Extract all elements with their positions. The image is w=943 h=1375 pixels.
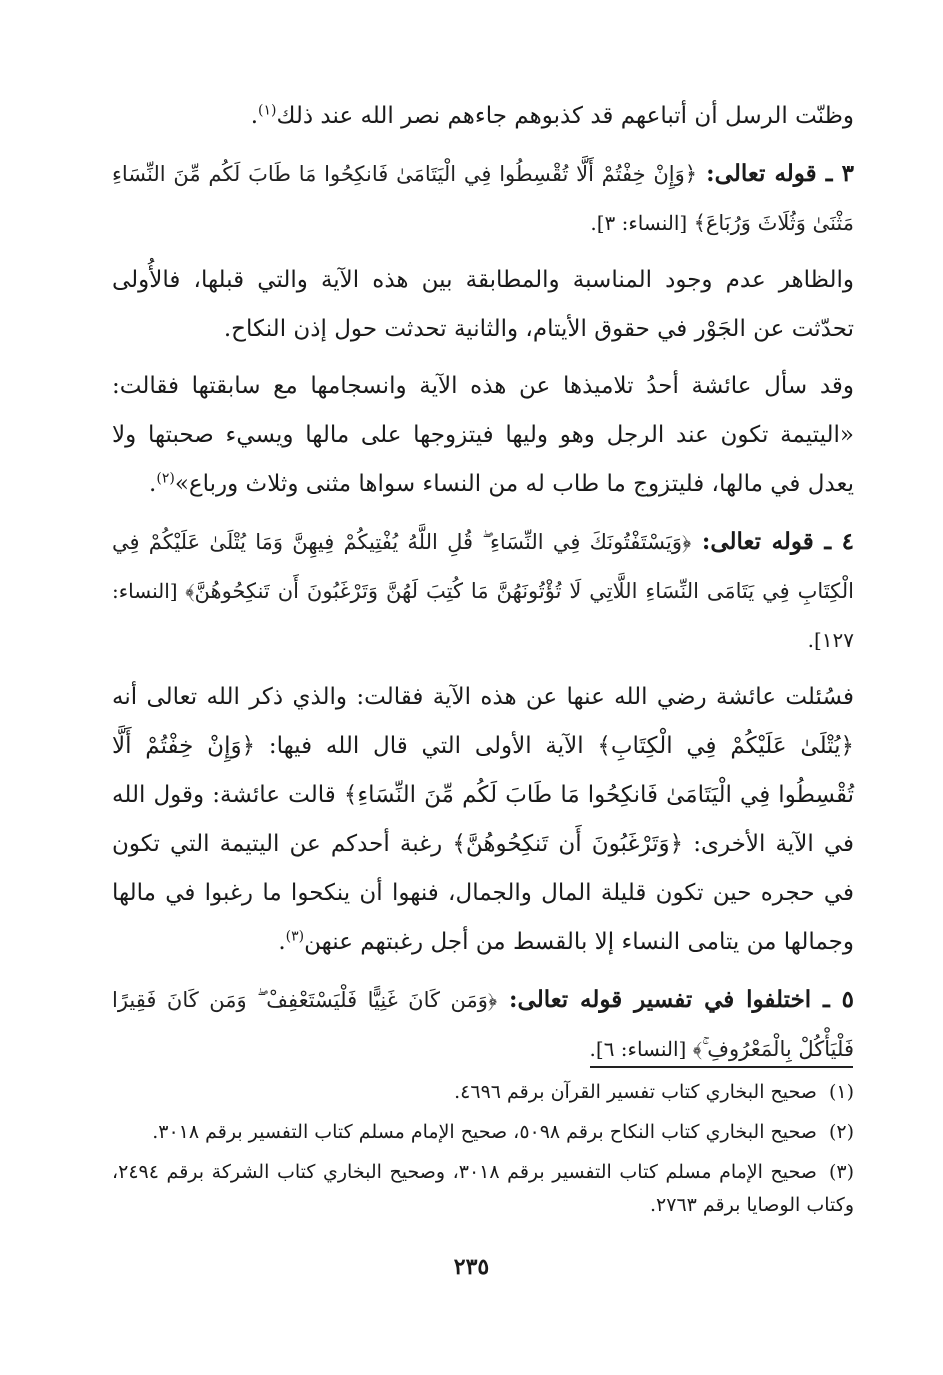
- footnote-number: (٣): [828, 1161, 854, 1183]
- quran-verse: ﴿وَمَن كَانَ غَنِيًّا فَلْيَسْتَعْفِفْ ۖ وَمَن كَانَ فَقِيرًا فَلْيَأْكُلْ بِالْمَعْرُوفِ ۚ﴾: [112, 988, 854, 1061]
- main-text: [112, 92, 854, 1082]
- footnote-ref[interactable]: (١): [258, 102, 277, 119]
- paragraph-text: والظاهر عدم وجود المناسبة والمطابقة بين هذه الآية والتي قبلها، فالأُولى تحدّثت عن الجَوْر في حقوق الأيتام، والثانية تحدثت حول إذن النكاح.: [112, 267, 854, 342]
- page-number: ٢٣٥: [453, 1254, 490, 1280]
- paragraph-4: وقد سأل عائشة أحدُ تلاميذها عن هذه الآية وانسجامها مع سابقتها فقالت: «اليتيمة تكون عند الرجل وهو وليها فيتزوجها على مالها ويسيء صحبتها ولا يعدل في مالها، فليتزوج ما طاب له من النساء سواها مثنى وثلاث ورباع»$^{(٢)}$.: [112, 373, 855, 497]
- quran-verse: ﴿وَيَسْتَفْتُونَكَ فِي النِّسَاءِ ۖ قُلِ اللَّهُ يُفْتِيكُمْ فِيهِنَّ وَمَا يُتْلَىٰ عَلَيْكُمْ فِي الْكِتَابِ فِي يَتَامَى النِّسَاءِ اللَّاتِي لَا تُؤْتُونَهُنَّ مَا كُتِبَ لَهُنَّ وَتَرْغَبُونَ أَن تَنكِحُوهُنَّ﴾: [112, 530, 854, 603]
- paragraph-7: [112, 975, 854, 1074]
- paragraph-text: وقد سأل عائشة أحدُ تلاميذها عن هذه الآية وانسجامها مع سابقتها فقالت: «اليتيمة تكون عند الرجل وهو وليها فيتزوجها على مالها ويسيء صحبتها ولا يعدل في مالها، فليتزوج ما طاب له من النساء سواها مثنى وثلاث ورباع»: [112, 373, 855, 497]
- paragraph-5: [112, 517, 854, 665]
- paragraph-text: فسُئلت عائشة رضي الله عنها عن هذه الآية فقالت: والذي ذكر الله تعالى أنه ﴿يُتْلَىٰ عَلَيْكُمْ فِي الْكِتَابِ﴾ الآية الأولى التي قال الله فيها: ﴿وَإِنْ خِفْتُمْ أَلَّا تُقْسِطُوا فِي الْيَتَامَىٰ فَانكِحُوا مَا طَابَ لَكُم مِّنَ النِّسَاءِ﴾ قالت عائشة: وقول الله في الآية الأخرى: ﴿وَتَرْغَبُونَ أَن تَنكِحُوهُنَّ﴾ رغبة أحدكم عن اليتيمة التي تكون في حجره حين تكون قليلة المال والجمال، فنهوا أن ينكحوا ما رغبوا في مالها وجمالها من يتامى النساء إلا بالقسط من أجل رغبتهم عنهن: [112, 684, 854, 955]
- footnote-1: [112, 1076, 854, 1109]
- paragraph-2: [112, 149, 854, 248]
- verse-reference: [النساء: ١٢٧].: [112, 579, 854, 652]
- footnote-text: صحيح الإمام مسلم كتاب التفسير برقم ٣٠١٨، وصحيح البخاري كتاب الشركة برقم ٢٤٩٤، وكتاب الوصايا برقم ٢٧٦٣.: [112, 1161, 854, 1216]
- footnote-divider: [590, 1066, 853, 1068]
- footnote-ref[interactable]: (٢): [156, 470, 175, 487]
- item-number: ٤ ـ: [813, 528, 854, 555]
- paragraph-1: وظنّت الرسل أن أتباعهم قد كذبوهم جاءهم نصر الله عند ذلك$^{(١)}$.: [250, 102, 854, 129]
- paragraph-3: [112, 256, 854, 354]
- footnotes: [112, 1076, 854, 1229]
- paragraph-6: فسُئلت عائشة رضي الله عنها عن هذه الآية فقالت: والذي ذكر الله تعالى أنه ﴿يُتْلَىٰ عَلَيْكُمْ فِي الْكِتَابِ﴾ الآية الأولى التي قال الله فيها: ﴿وَإِنْ خِفْتُمْ أَلَّا تُقْسِطُوا فِي الْيَتَامَىٰ فَانكِحُوا مَا طَابَ لَكُم مِّنَ النِّسَاءِ﴾ قالت عائشة: وقول الله في الآية الأخرى: ﴿وَتَرْغَبُونَ أَن تَنكِحُوهُنَّ﴾ رغبة أحدكم عن اليتيمة التي تكون في حجره حين تكون قليلة المال والجمال، فنهوا أن ينكحوا ما رغبوا في مالها وجمالها من يتامى النساء إلا بالقسط من أجل رغبتهم عنهن$^{(٣)}$.: [112, 684, 854, 955]
- footnote-number: (١): [828, 1081, 854, 1103]
- verse-reference: [النساء: ٣].: [590, 211, 694, 235]
- item-number: ٥ ـ: [811, 986, 854, 1013]
- item-number: ٣ ـ: [816, 160, 854, 187]
- footnote-number: (٢): [828, 1121, 854, 1143]
- footnote-text: صحيح البخاري كتاب النكاح برقم ٥٠٩٨، صحيح الإمام مسلم كتاب التفسير برقم ٣٠١٨.: [152, 1121, 817, 1143]
- footnote-ref[interactable]: (٣): [285, 928, 305, 945]
- verse-reference: [النساء: ٦].: [589, 1037, 693, 1061]
- item-heading: قوله تعالى:: [697, 160, 817, 187]
- item-heading: قوله تعالى:: [691, 528, 814, 555]
- footnote-text: صحيح البخاري كتاب تفسير القرآن برقم ٤٦٩٦.: [454, 1081, 817, 1103]
- quran-verse: ﴿وَإِنْ خِفْتُمْ أَلَّا تُقْسِطُوا فِي الْيَتَامَىٰ فَانكِحُوا مَا طَابَ لَكُم مِّنَ النِّسَاءِ مَثْنَىٰ وَثُلَاثَ وَرُبَاعَ﴾: [112, 162, 854, 235]
- item-heading: اختلفوا في تفسير قوله تعالى:: [497, 986, 812, 1013]
- footnote-2: [112, 1116, 854, 1149]
- footnote-3: [112, 1156, 854, 1222]
- paragraph-text: وظنّت الرسل أن أتباعهم قد كذبوهم جاءهم نصر الله عند ذلك: [276, 103, 854, 129]
